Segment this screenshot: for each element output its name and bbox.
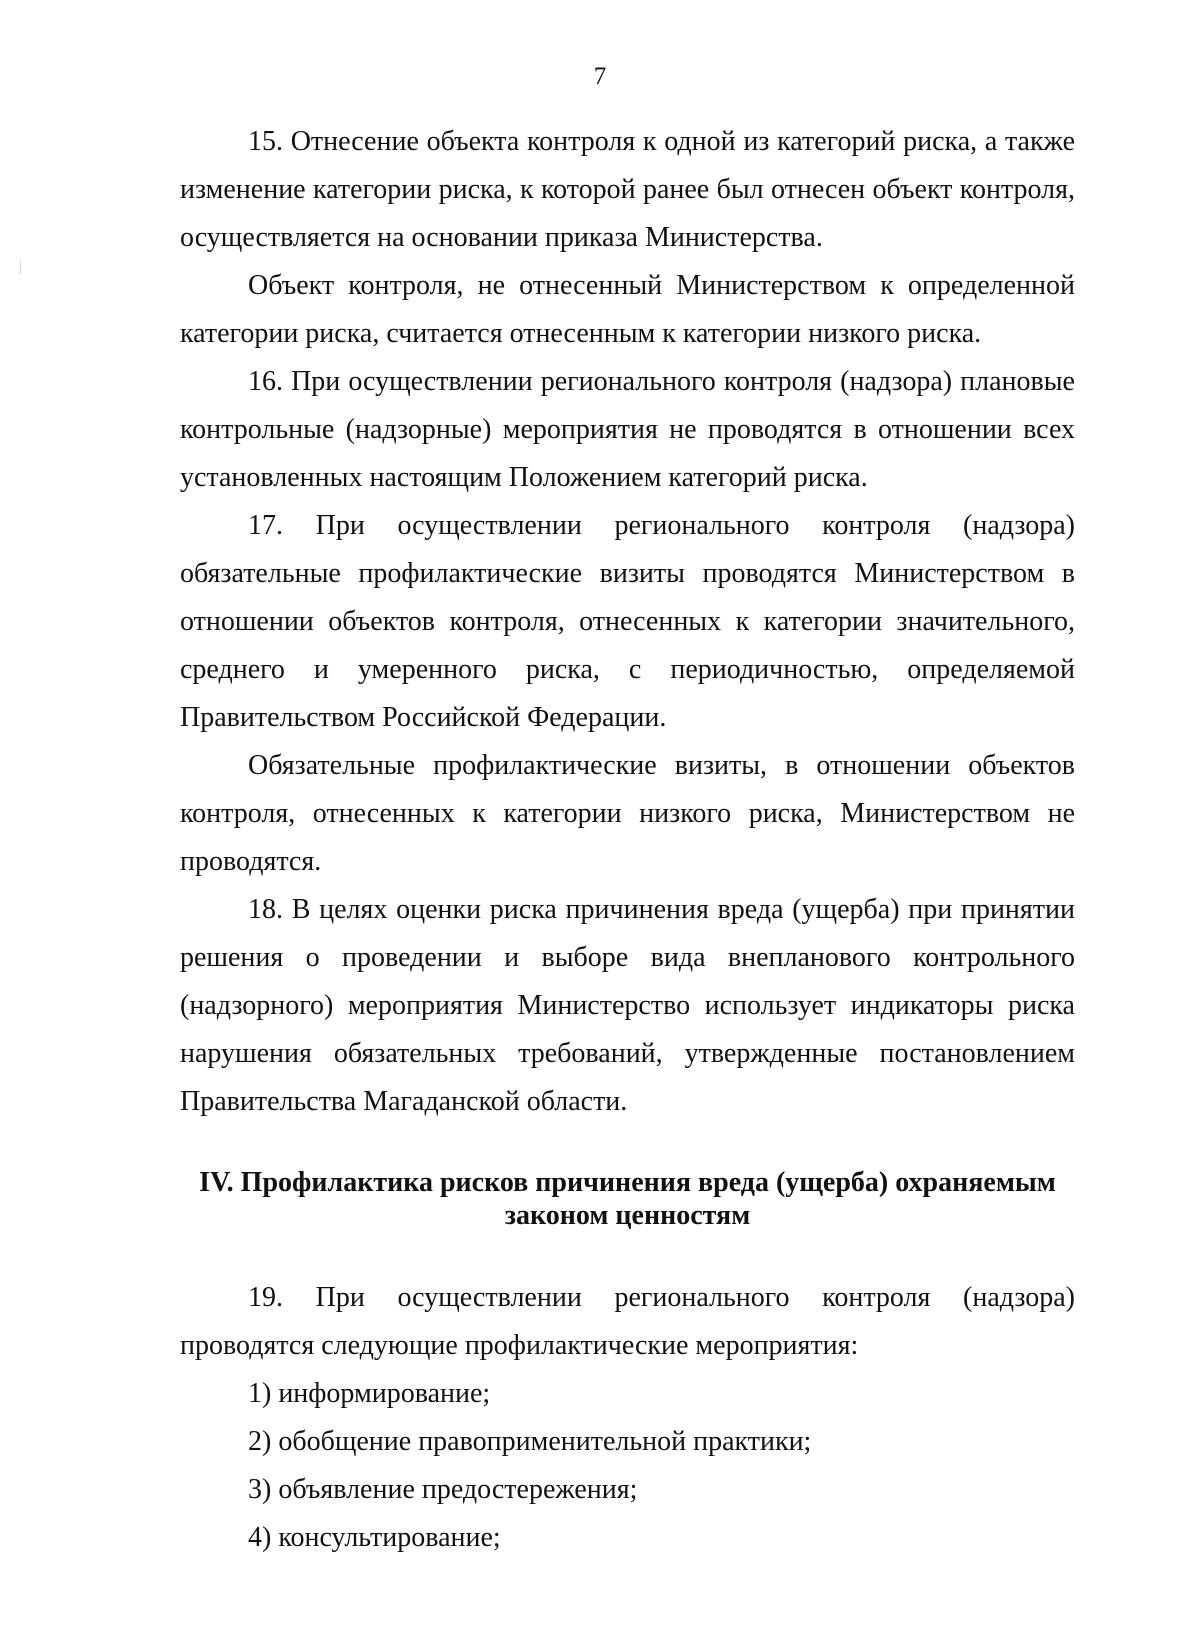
paragraph-19: 19. При осуществлении регионального контроля (надзора) проводятся следующие профилактические мероприятия: xyxy=(180,1282,1075,1361)
paragraph-17: 17. При осуществлении регионального контроля (надзора) обязательные профилактические визиты проводятся Министерством в отношении объектов контроля, отнесенных к категории значительного, среднего и умеренного риска, с периодичностью, определяемой Правительством Российской Федерации. xyxy=(180,510,1075,733)
paragraph-16: 16. При осуществлении регионального контроля (надзора) плановые контрольные (надзорные) мероприятия не проводятся в отношении всех установленных настоящим Положением категорий риска. xyxy=(180,366,1075,493)
list-item: 2) обобщение правоприменительной практики; xyxy=(248,1426,812,1457)
page-number: 7 xyxy=(593,63,607,90)
section-heading: IV. Профилактика рисков причинения вреда (ущерба) охраняемым законом ценностям xyxy=(199,1167,1056,1231)
list-item: 1) информирование; xyxy=(248,1378,491,1409)
list-item: 4) консультирование; xyxy=(248,1522,501,1553)
document-body xyxy=(180,118,1075,1562)
list-item: 3) объявление предостережения; xyxy=(248,1474,638,1505)
scan-artifact-mark xyxy=(20,260,21,274)
paragraph-15-continued: Объект контроля, не отнесенный Министерством к определенной категории риска, считается отнесенным к категории низкого риска. xyxy=(180,270,1075,349)
paragraph-15: 15. Отнесение объекта контроля к одной из категорий риска, а также изменение категории риска, к которой ранее был отнесен объект контроля, осуществляется на основании приказа Министерства. xyxy=(180,126,1075,253)
paragraph-17-continued: Обязательные профилактические визиты, в отношении объектов контроля, отнесенных к категории низкого риска, Министерством не проводятся. xyxy=(180,750,1075,877)
paragraph-18: 18. В целях оценки риска причинения вреда (ущерба) при принятии решения о проведении и выборе вида внепланового контрольного (надзорного) мероприятия Министерство использует индикаторы риска нарушения обязательных требований, утвержденные постановлением Правительства Магаданской области. xyxy=(180,894,1075,1117)
